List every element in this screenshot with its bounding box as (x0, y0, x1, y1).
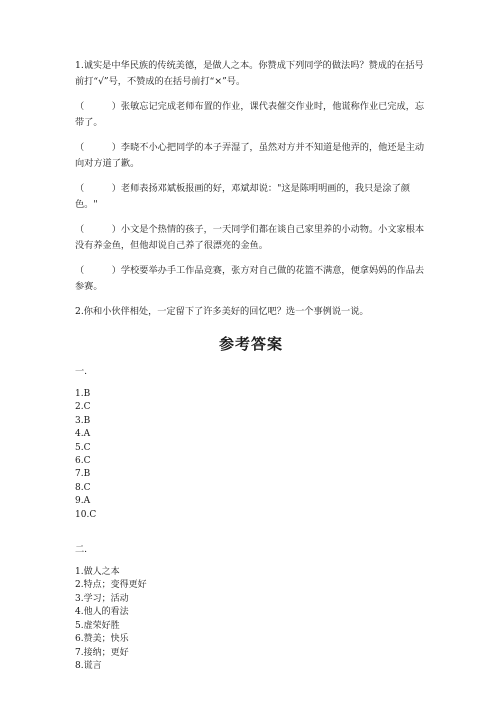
answer-title: 参考答案 (218, 335, 283, 353)
answer-item: 5.C (75, 442, 91, 453)
question-1-item-3: （ ）老师表扬邓斌板报画的好，邓斌却说："这是陈明明画的，我只是涂了颜色。" (75, 183, 410, 210)
answer-item: 7.接纳；更好 (75, 647, 129, 658)
answer-item: 1.做人之本 (75, 567, 120, 578)
section-spacer (75, 532, 427, 542)
answer-item: 1.B (75, 389, 91, 399)
answer-item: 3.B (75, 415, 91, 426)
answer-item: 10.C (75, 509, 97, 520)
answer-item: 7.B (75, 469, 91, 480)
answer-item: 8.谎言 (75, 660, 102, 671)
question-1-intro: 1.诚实是中华民族的传统美德，是做人之本。你赞成下列同学的做法吗？赞成的在括号前打“√”号，不赞成的在括号前打“×”号。 (75, 60, 424, 87)
answer-item: 3.学习；活动 (75, 593, 129, 604)
answer-item: 6.赞美；快乐 (75, 634, 129, 645)
answer-item: 5.虚荣好胜 (75, 620, 120, 631)
question-1-item-1: （ ）张敏忘记完成老师布置的作业，课代表催交作业时，他谎称作业已完成，忘带了。 (75, 101, 425, 128)
section-2-answer-list (75, 566, 427, 673)
answer-item: 8.C (75, 482, 91, 493)
answer-item: 9.A (75, 496, 91, 507)
section-1-answer-list (75, 388, 427, 522)
answer-item: 2.特点；变得更好 (75, 580, 147, 591)
document-page (75, 58, 427, 683)
section-2-heading: 二. (75, 544, 88, 556)
question-1-item-4: （ ）小文是个热情的孩子，一天同学们都在谈自己家里养的小动物。小文家根本没有养金鱼，但他却说自己养了很漂亮的金鱼。 (75, 224, 425, 251)
question-2: 2.你和小伙伴相处，一定留下了许多美好的回忆吧？选一个事例说一说。 (75, 306, 369, 317)
answer-item: 2.C (75, 402, 91, 413)
answer-item: 4.他人的看法 (75, 607, 129, 618)
answer-item: 6.C (75, 456, 91, 467)
answer-item: 4.A (75, 429, 91, 440)
question-1-item-2: （ ）李晓不小心把同学的本子弄湿了，虽然对方并不知道是他弄的，他还是主动向对方道了歉。 (75, 142, 425, 169)
section-1-heading: 一. (75, 366, 88, 377)
question-1-item-5: （ ）学校要举办手工作品竞赛，张方对自己做的花篮不满意，便拿妈妈的作品去参赛。 (75, 265, 425, 292)
